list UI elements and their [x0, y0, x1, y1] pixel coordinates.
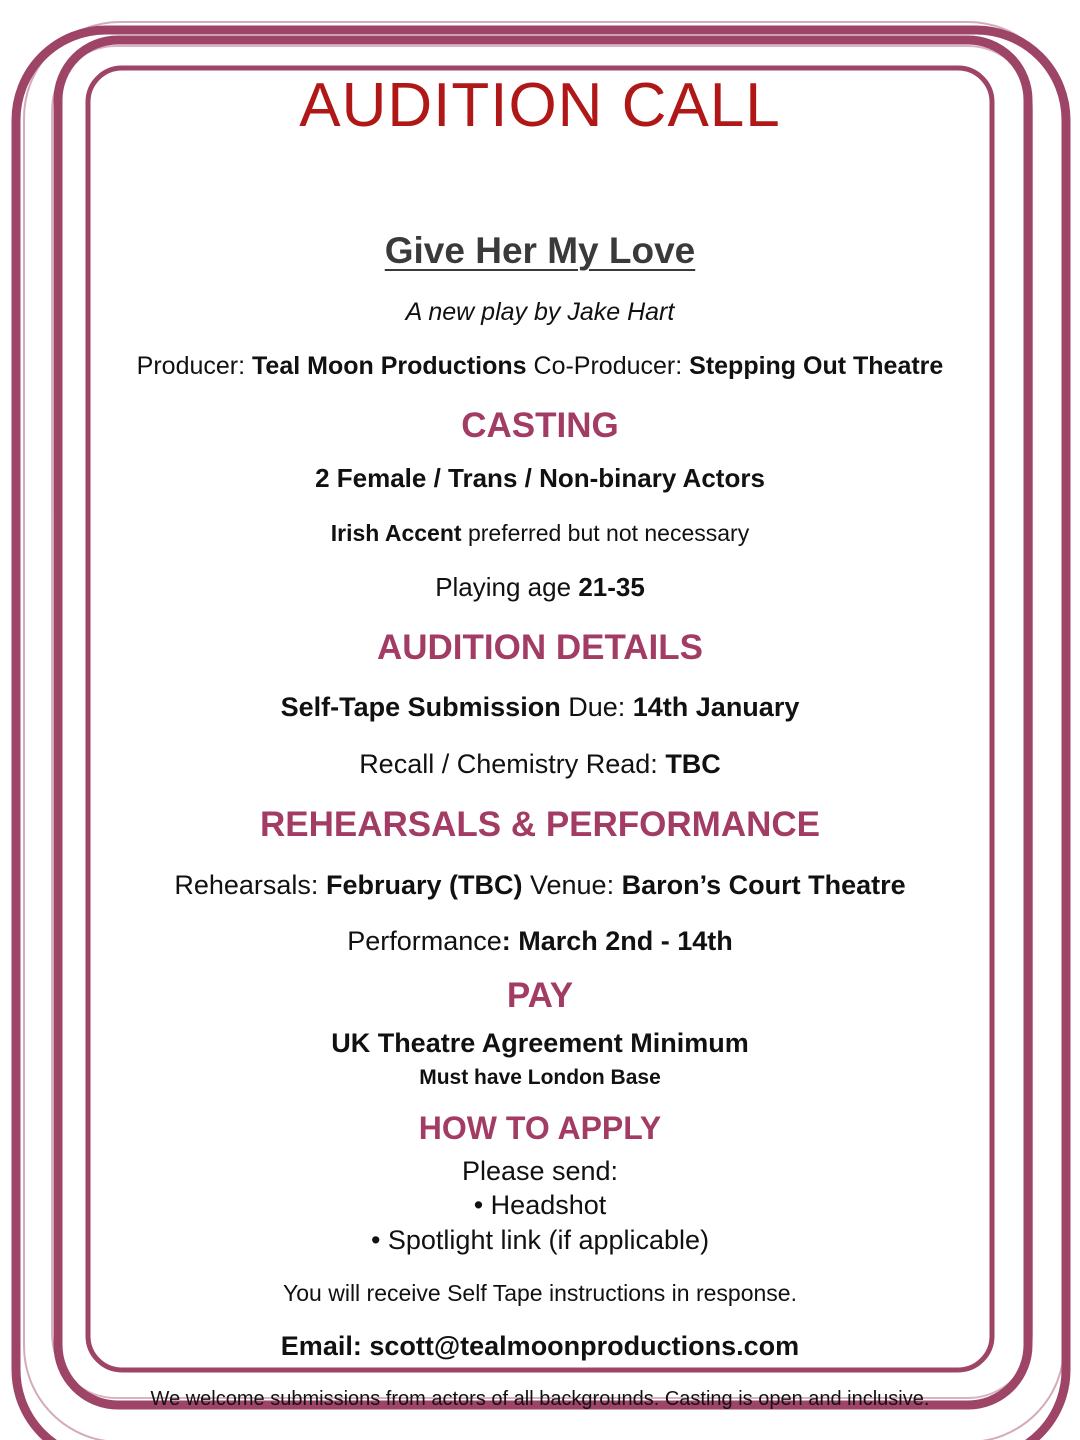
- performance-label: Performance: [347, 926, 502, 956]
- apply-item-headshot: • Headshot: [473, 1190, 607, 1220]
- apply-heading: HOW TO APPLY: [418, 1110, 662, 1146]
- rehearsals-line: [100, 870, 980, 901]
- performance-line: [100, 926, 980, 957]
- pay-agreement: UK Theatre Agreement Minimum: [331, 1028, 749, 1058]
- accent-label: Irish Accent: [330, 520, 462, 546]
- pay-base: Must have London Base: [419, 1066, 661, 1089]
- casting-accent: [100, 520, 980, 547]
- due-label: Due:: [568, 692, 626, 722]
- contact-email[interactable]: Email: scott@tealmoonproductions.com: [280, 1331, 800, 1361]
- producer-name: Teal Moon Productions: [252, 352, 527, 380]
- apply-please-send: Please send:: [461, 1156, 619, 1186]
- apply-item-spotlight: • Spotlight link (if applicable): [370, 1225, 710, 1255]
- accent-note: preferred but not necessary: [467, 520, 750, 546]
- apply-instructions: You will receive Self Tape instructions in response.: [283, 1280, 797, 1306]
- casting-actors: 2 Female / Trans / Non-binary Actors: [315, 463, 765, 493]
- rehearsals-heading: REHEARSALS & PERFORMANCE: [259, 805, 821, 844]
- venue-label: Venue:: [529, 870, 615, 900]
- venue-value: Baron’s Court Theatre: [621, 870, 906, 900]
- selftape-line: [100, 692, 980, 723]
- recall-value: TBC: [665, 749, 721, 779]
- audition-heading: AUDITION DETAILS: [376, 628, 703, 667]
- page-title: AUDITION CALL: [299, 71, 781, 140]
- producers-line: [100, 352, 980, 381]
- coproducer-label: Co-Producer:: [533, 352, 683, 380]
- age-value: 21-35: [578, 572, 645, 602]
- coproducer-name: Stepping Out Theatre: [689, 352, 944, 380]
- performance-value: : March 2nd - 14th: [501, 926, 733, 956]
- rehearsals-value: February (TBC): [325, 870, 523, 900]
- recall-label: Recall / Chemistry Read:: [359, 749, 658, 779]
- byline: A new play by Jake Hart: [405, 298, 675, 326]
- due-value: 14th January: [632, 692, 800, 722]
- selftape-label: Self-Tape Submission: [280, 692, 561, 722]
- recall-line: [100, 749, 980, 780]
- play-title: Give Her My Love: [384, 230, 696, 271]
- inclusion-statement: We welcome submissions from actors of all backgrounds. Casting is open and inclusive.: [150, 1388, 930, 1410]
- rehearsals-label: Rehearsals:: [174, 870, 319, 900]
- casting-heading: CASTING: [461, 406, 619, 445]
- casting-age: [100, 572, 980, 603]
- age-label: Playing age: [435, 572, 572, 602]
- pay-heading: PAY: [506, 976, 574, 1015]
- producer-label: Producer:: [136, 352, 246, 380]
